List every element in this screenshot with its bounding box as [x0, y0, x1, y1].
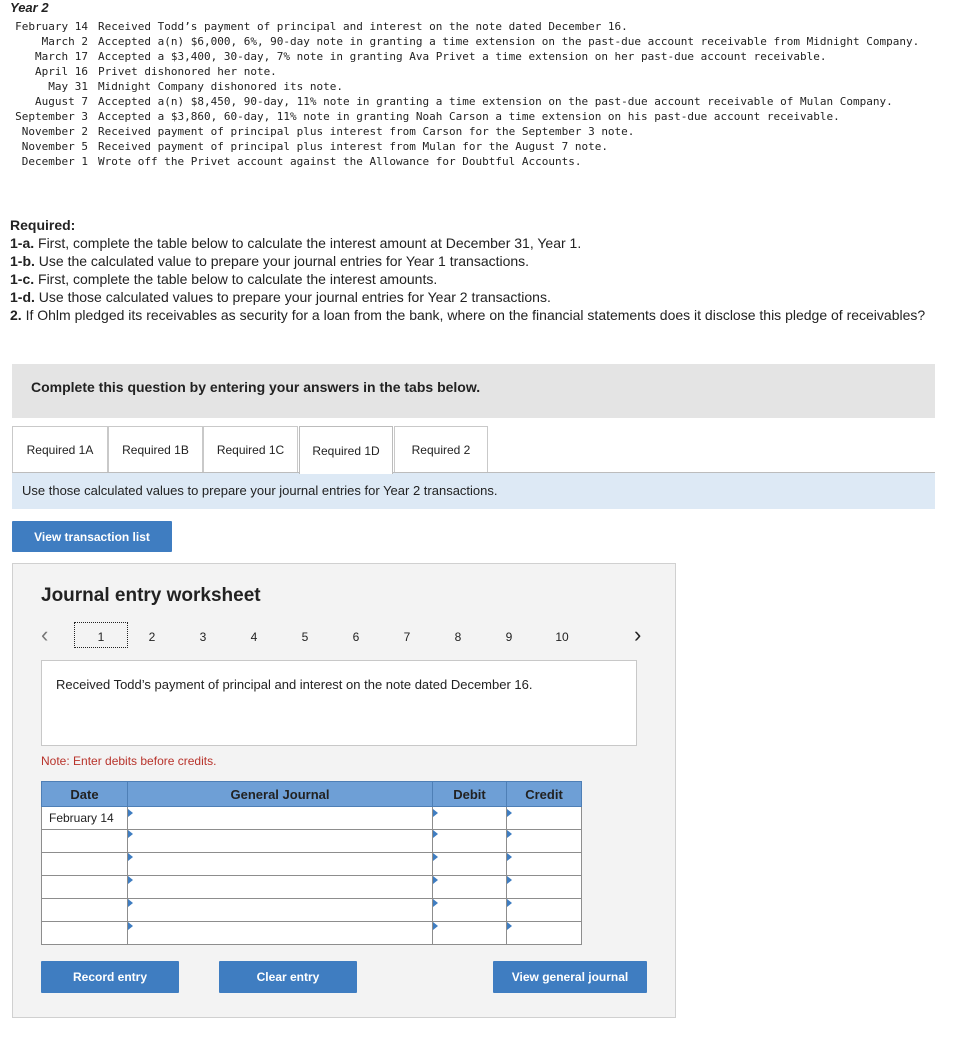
- date-cell: [42, 922, 128, 945]
- page-1[interactable]: 1: [74, 622, 128, 648]
- tab-instruction: Use those calculated values to prepare your journal entries for Year 2 transactions.: [12, 473, 935, 509]
- required-item: [10, 288, 940, 306]
- column-header-date: Date: [42, 782, 128, 807]
- chevron-right-icon[interactable]: ›: [634, 622, 642, 647]
- transaction-description: Accepted a $3,400, 30-day, 7% note in granting Ava Privet a time extension on her past-due account receivable.: [98, 50, 827, 63]
- table-row: [42, 807, 582, 830]
- transaction-row: [0, 34, 954, 49]
- date-cell: [42, 899, 128, 922]
- account-input[interactable]: [128, 899, 433, 922]
- date-cell: [42, 876, 128, 899]
- column-header-credit: Credit: [507, 782, 582, 807]
- required-item-label: 2.: [10, 307, 22, 323]
- transaction-description: Received payment of principal plus interest from Mulan for the August 7 note.: [98, 140, 608, 153]
- transaction-date: August 7: [35, 95, 88, 108]
- required-section: [10, 216, 940, 324]
- transaction-row: [0, 49, 954, 64]
- transaction-date: May 31: [48, 80, 88, 93]
- transaction-description: Privet dishonored her note.: [98, 65, 277, 78]
- required-item: [10, 270, 940, 288]
- account-input[interactable]: [128, 922, 433, 945]
- column-header-debit: Debit: [433, 782, 507, 807]
- required-item: [10, 234, 940, 252]
- transaction-description: Wrote off the Privet account against the Allowance for Doubtful Accounts.: [98, 155, 582, 168]
- debit-input[interactable]: [433, 876, 507, 899]
- clear-entry-button[interactable]: Clear entry: [219, 961, 357, 993]
- transaction-date: March 17: [35, 50, 88, 63]
- chevron-left-icon[interactable]: ‹: [41, 622, 49, 647]
- page-7[interactable]: 7: [403, 630, 411, 644]
- transaction-date: February 14: [15, 20, 88, 33]
- worksheet-pagination: [13, 621, 675, 651]
- table-row: [42, 876, 582, 899]
- account-input[interactable]: [128, 830, 433, 853]
- required-item-text: First, complete the table below to calculate the interest amounts.: [34, 271, 438, 287]
- date-cell: [42, 830, 128, 853]
- transaction-description: Received payment of principal plus interest from Carson for the September 3 note.: [98, 125, 635, 138]
- credit-input[interactable]: [507, 899, 582, 922]
- tab-required-1b[interactable]: Required 1B: [108, 426, 203, 473]
- transaction-date: April 16: [35, 65, 88, 78]
- account-input[interactable]: [128, 807, 433, 830]
- entry-description: Received Todd’s payment of principal and interest on the note dated December 16.: [41, 660, 637, 746]
- debit-input[interactable]: [433, 830, 507, 853]
- transaction-row: [0, 64, 954, 79]
- page-8[interactable]: 8: [454, 630, 462, 644]
- page-10[interactable]: 10: [555, 630, 569, 644]
- journal-entry-worksheet: [12, 563, 676, 1018]
- instructions-banner: [12, 364, 935, 418]
- credit-input[interactable]: [507, 830, 582, 853]
- transaction-date: November 2: [21, 125, 88, 138]
- account-input[interactable]: [128, 853, 433, 876]
- required-item: [10, 306, 940, 324]
- transaction-description: Accepted a(n) $8,450, 90-day, 11% note in granting a time extension on the past-due account receivable of Mulan Company.: [98, 95, 893, 108]
- required-item-label: 1-a.: [10, 235, 35, 251]
- column-header-general-journal: General Journal: [128, 782, 433, 807]
- required-item-text: If Ohlm pledged its receivables as security for a loan from the bank, where on the financial statements does it disclose this pledge of receivables?: [21, 307, 926, 323]
- transaction-date: December 1: [21, 155, 88, 168]
- banner-text: Complete this question by entering your answers in the tabs below.: [31, 379, 481, 395]
- transaction-row: [0, 79, 954, 94]
- page-5[interactable]: 5: [301, 630, 309, 644]
- transaction-row: [0, 109, 954, 124]
- table-row: [42, 830, 582, 853]
- transaction-row: [0, 139, 954, 154]
- page-4[interactable]: 4: [250, 630, 258, 644]
- required-item-label: 1-d.: [10, 289, 35, 305]
- date-cell: February 14: [42, 807, 128, 830]
- required-heading: Required:: [10, 217, 76, 233]
- tab-bar: [12, 426, 935, 473]
- tab-required-2[interactable]: Required 2: [394, 426, 488, 473]
- record-entry-button[interactable]: Record entry: [41, 961, 179, 993]
- debit-input[interactable]: [433, 807, 507, 830]
- worksheet-title: Journal entry worksheet: [41, 585, 261, 606]
- transaction-description: Midnight Company dishonored its note.: [98, 80, 344, 93]
- debit-input[interactable]: [433, 899, 507, 922]
- tab-required-1a[interactable]: Required 1A: [12, 426, 108, 473]
- required-item: [10, 252, 940, 270]
- page-3[interactable]: 3: [199, 630, 207, 644]
- transaction-row: [0, 124, 954, 139]
- tab-required-1c[interactable]: Required 1C: [203, 426, 298, 473]
- journal-table: [41, 781, 582, 945]
- transaction-description: Received Todd’s payment of principal and interest on the note dated December 16.: [98, 20, 628, 33]
- required-item-label: 1-b.: [10, 253, 35, 269]
- credit-input[interactable]: [507, 807, 582, 830]
- page-9[interactable]: 9: [505, 630, 513, 644]
- entry-note: Note: Enter debits before credits.: [41, 754, 217, 768]
- table-row: [42, 922, 582, 945]
- view-general-journal-button[interactable]: View general journal: [493, 961, 647, 993]
- account-input[interactable]: [128, 876, 433, 899]
- transaction-row: [0, 154, 954, 169]
- transaction-date: September 3: [15, 110, 88, 123]
- required-item-text: First, complete the table below to calculate the interest amount at December 31, Year 1.: [34, 235, 582, 251]
- year-title: Year 2: [10, 0, 49, 15]
- credit-input[interactable]: [507, 922, 582, 945]
- transaction-row: [0, 19, 954, 34]
- date-cell: [42, 853, 128, 876]
- debit-input[interactable]: [433, 853, 507, 876]
- required-item-text: Use the calculated value to prepare your journal entries for Year 1 transactions.: [34, 253, 530, 269]
- table-row: [42, 899, 582, 922]
- tab-required-1d[interactable]: Required 1D: [299, 426, 393, 474]
- credit-input[interactable]: [507, 876, 582, 899]
- transaction-list: [0, 19, 954, 169]
- required-item-text: Use those calculated values to prepare your journal entries for Year 2 transactions.: [34, 289, 551, 305]
- transaction-description: Accepted a $3,860, 60-day, 11% note in granting Noah Carson a time extension on his past-due account receivable.: [98, 110, 840, 123]
- transaction-date: November 5: [21, 140, 88, 153]
- table-row: [42, 853, 582, 876]
- page-6[interactable]: 6: [352, 630, 360, 644]
- transaction-description: Accepted a(n) $6,000, 6%, 90-day note in granting a time extension on the past-due account receivable from Midnight Company.: [98, 35, 920, 48]
- transaction-row: [0, 94, 954, 109]
- transaction-date: March 2: [41, 35, 88, 48]
- credit-input[interactable]: [507, 853, 582, 876]
- page-2[interactable]: 2: [148, 630, 156, 644]
- debit-input[interactable]: [433, 922, 507, 945]
- required-item-label: 1-c.: [10, 271, 35, 287]
- view-transaction-list-button[interactable]: View transaction list: [12, 521, 172, 552]
